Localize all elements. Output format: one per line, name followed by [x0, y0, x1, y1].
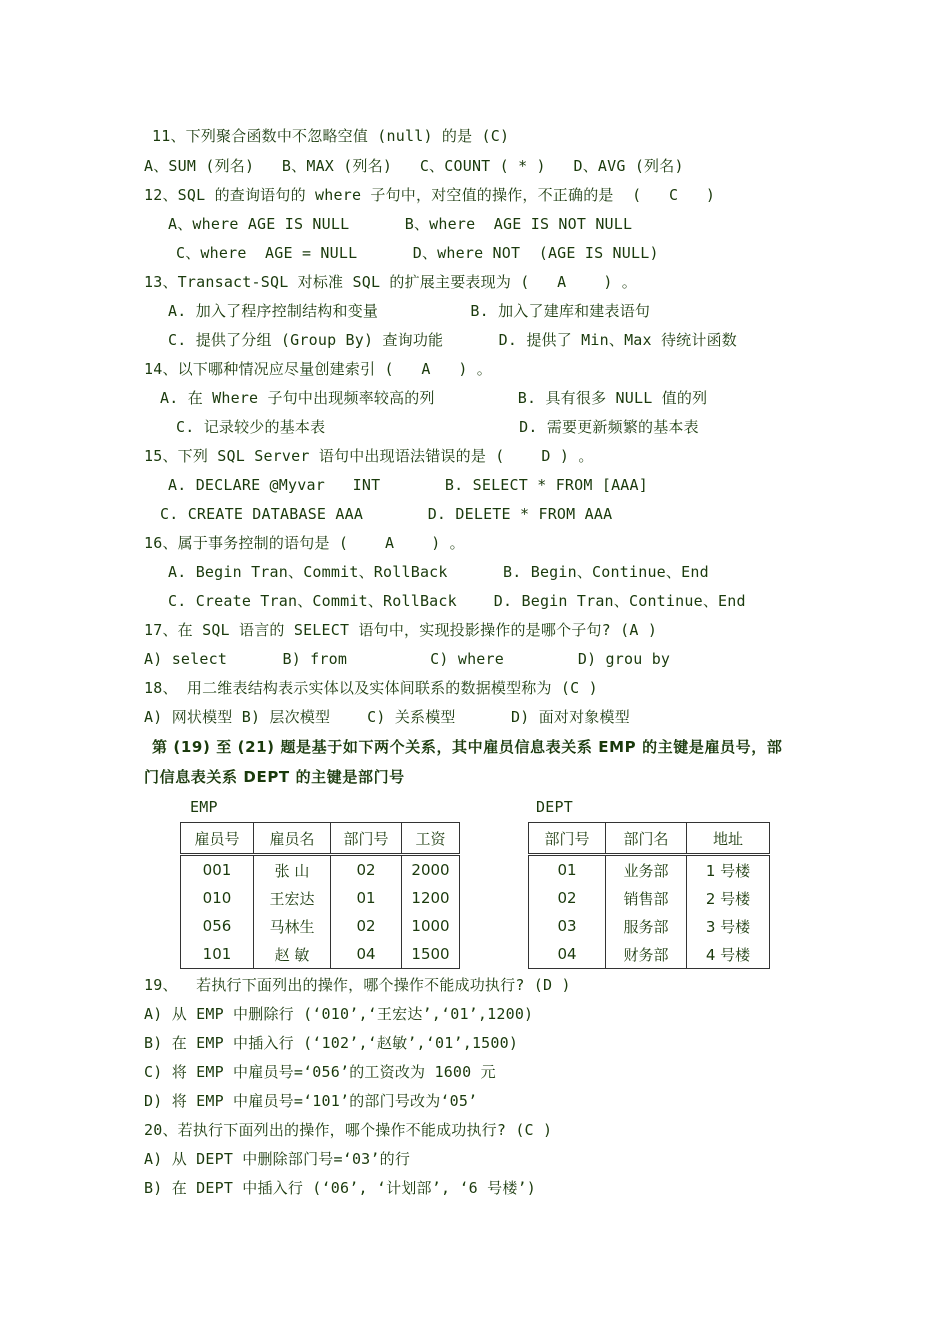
- question-15-options-cd: C. CREATE DATABASE AAA D. DELETE * FROM AAA: [160, 505, 613, 523]
- table-row: [529, 855, 770, 885]
- table-cell: 02: [529, 884, 606, 912]
- table-header: 部门名: [606, 823, 687, 855]
- question-16: 16、属于事务控制的语句是 ( A ) 。: [144, 534, 465, 552]
- table-cell: 1000: [402, 912, 460, 940]
- question-19-option-d: D) 将 EMP 中雇员号=‘101’的部门号改为‘05’: [144, 1092, 478, 1110]
- table-row: [181, 855, 460, 885]
- question-20-option-a: A) 从 DEPT 中删除部门号=‘03’的行: [144, 1150, 411, 1168]
- intro-line-2: 门信息表关系 DEPT 的主键是部门号: [144, 768, 405, 786]
- table-header: 地址: [687, 823, 770, 855]
- table-header: 部门号: [331, 823, 402, 855]
- table-cell: 4 号楼: [687, 940, 770, 969]
- table-cell: 101: [181, 940, 254, 969]
- question-19: 19、 若执行下面列出的操作，哪个操作不能成功执行? (D ): [144, 976, 571, 994]
- question-11: 11、下列聚合函数中不忽略空值 (null) 的是 (C): [152, 127, 510, 145]
- question-20-option-b: B) 在 DEPT 中插入行 (‘06’, ‘计划部’, ‘6 号楼’): [144, 1179, 537, 1197]
- table-cell: 赵 敏: [254, 940, 331, 969]
- question-11-options: A、SUM (列名) B、MAX (列名) C、COUNT ( * ) D、AVG (列名): [144, 157, 684, 175]
- table-cell: 马林生: [254, 912, 331, 940]
- table-cell: 056: [181, 912, 254, 940]
- question-20: 20、若执行下面列出的操作，哪个操作不能成功执行? (C ): [144, 1121, 553, 1139]
- intro-line-1: 第 (19) 至 (21) 题是基于如下两个关系，其中雇员信息表关系 EMP 的主键是雇员号，部: [152, 738, 783, 756]
- question-19-option-a: A) 从 EMP 中删除行 (‘010’,‘王宏达’,‘01’,1200): [144, 1005, 534, 1023]
- table-row: [181, 884, 460, 912]
- table-row: [181, 912, 460, 940]
- question-14-options-cd: C. 记录较少的基本表 D. 需要更新频繁的基本表: [176, 418, 699, 436]
- table-cell: 01: [331, 884, 402, 912]
- question-12-options-ab: A、where AGE IS NULL B、where AGE IS NOT NULL: [168, 215, 633, 233]
- table-cell: 服务部: [606, 912, 687, 940]
- question-15: 15、下列 SQL Server 语句中出现语法错误的是 ( D ) 。: [144, 447, 594, 465]
- question-15-options-ab: A. DECLARE @Myvar INT B. SELECT * FROM [AAA]: [168, 476, 648, 494]
- table-cell: 1 号楼: [687, 855, 770, 885]
- table-cell: 2 号楼: [687, 884, 770, 912]
- table-cell: 1500: [402, 940, 460, 969]
- table-cell: 张 山: [254, 855, 331, 885]
- table-cell: 王宏达: [254, 884, 331, 912]
- table-cell: 02: [331, 855, 402, 885]
- dept-table: [528, 822, 770, 969]
- table-header: 雇员号: [181, 823, 254, 855]
- question-19-option-b: B) 在 EMP 中插入行 (‘102’,‘赵敏’,‘01’,1500): [144, 1034, 519, 1052]
- table-cell: 03: [529, 912, 606, 940]
- dept-caption: DEPT: [536, 798, 573, 816]
- question-16-options-cd: C. Create Tran、Commit、RollBack D. Begin Tran、Continue、End: [168, 592, 746, 610]
- table-cell: 业务部: [606, 855, 687, 885]
- table-cell: 财务部: [606, 940, 687, 969]
- table-row: [529, 940, 770, 969]
- question-19-option-c: C) 将 EMP 中雇员号=‘056’的工资改为 1600 元: [144, 1063, 496, 1081]
- question-13: 13、Transact-SQL 对标准 SQL 的扩展主要表现为 ( A ) 。: [144, 273, 637, 291]
- question-18: 18、 用二维表结构表示实体以及实体间联系的数据模型称为 (C ): [144, 679, 598, 697]
- table-header-row: [181, 823, 460, 855]
- table-cell: 1200: [402, 884, 460, 912]
- question-13-options-cd: C. 提供了分组 (Group By) 查询功能 D. 提供了 Min、Max 待统计函数: [168, 331, 737, 349]
- question-14-options-ab: A. 在 Where 子句中出现频率较高的列 B. 具有很多 NULL 值的列: [160, 389, 708, 407]
- question-13-options-ab: A. 加入了程序控制结构和变量 B. 加入了建库和建表语句: [168, 302, 651, 320]
- emp-table: [180, 822, 460, 969]
- table-header: 工资: [402, 823, 460, 855]
- question-18-options: A) 网状模型 B) 层次模型 C) 关系模型 D) 面对对象模型: [144, 708, 630, 726]
- table-row: [181, 940, 460, 969]
- table-cell: 04: [529, 940, 606, 969]
- table-cell: 3 号楼: [687, 912, 770, 940]
- table-cell: 2000: [402, 855, 460, 885]
- table-cell: 02: [331, 912, 402, 940]
- question-17-options: A) select B) from C) where D) grou by: [144, 650, 671, 668]
- question-12-options-cd: C、where AGE = NULL D、where NOT (AGE IS NULL): [176, 244, 659, 262]
- table-cell: 04: [331, 940, 402, 969]
- question-16-options-ab: A. Begin Tran、Commit、RollBack B. Begin、Continue、End: [168, 563, 709, 581]
- table-cell: 010: [181, 884, 254, 912]
- table-header-row: [529, 823, 770, 855]
- question-14: 14、以下哪种情况应尽量创建索引 ( A ) 。: [144, 360, 493, 378]
- table-cell: 销售部: [606, 884, 687, 912]
- table-row: [529, 912, 770, 940]
- table-header: 部门号: [529, 823, 606, 855]
- table-cell: 001: [181, 855, 254, 885]
- table-row: [529, 884, 770, 912]
- table-cell: 01: [529, 855, 606, 885]
- emp-caption: EMP: [190, 798, 218, 816]
- question-17: 17、在 SQL 语言的 SELECT 语句中，实现投影操作的是哪个子句? (A ): [144, 621, 658, 639]
- question-12: 12、SQL 的查询语句的 where 子句中，对空值的操作，不正确的是 ( C ): [144, 186, 716, 204]
- table-header: 雇员名: [254, 823, 331, 855]
